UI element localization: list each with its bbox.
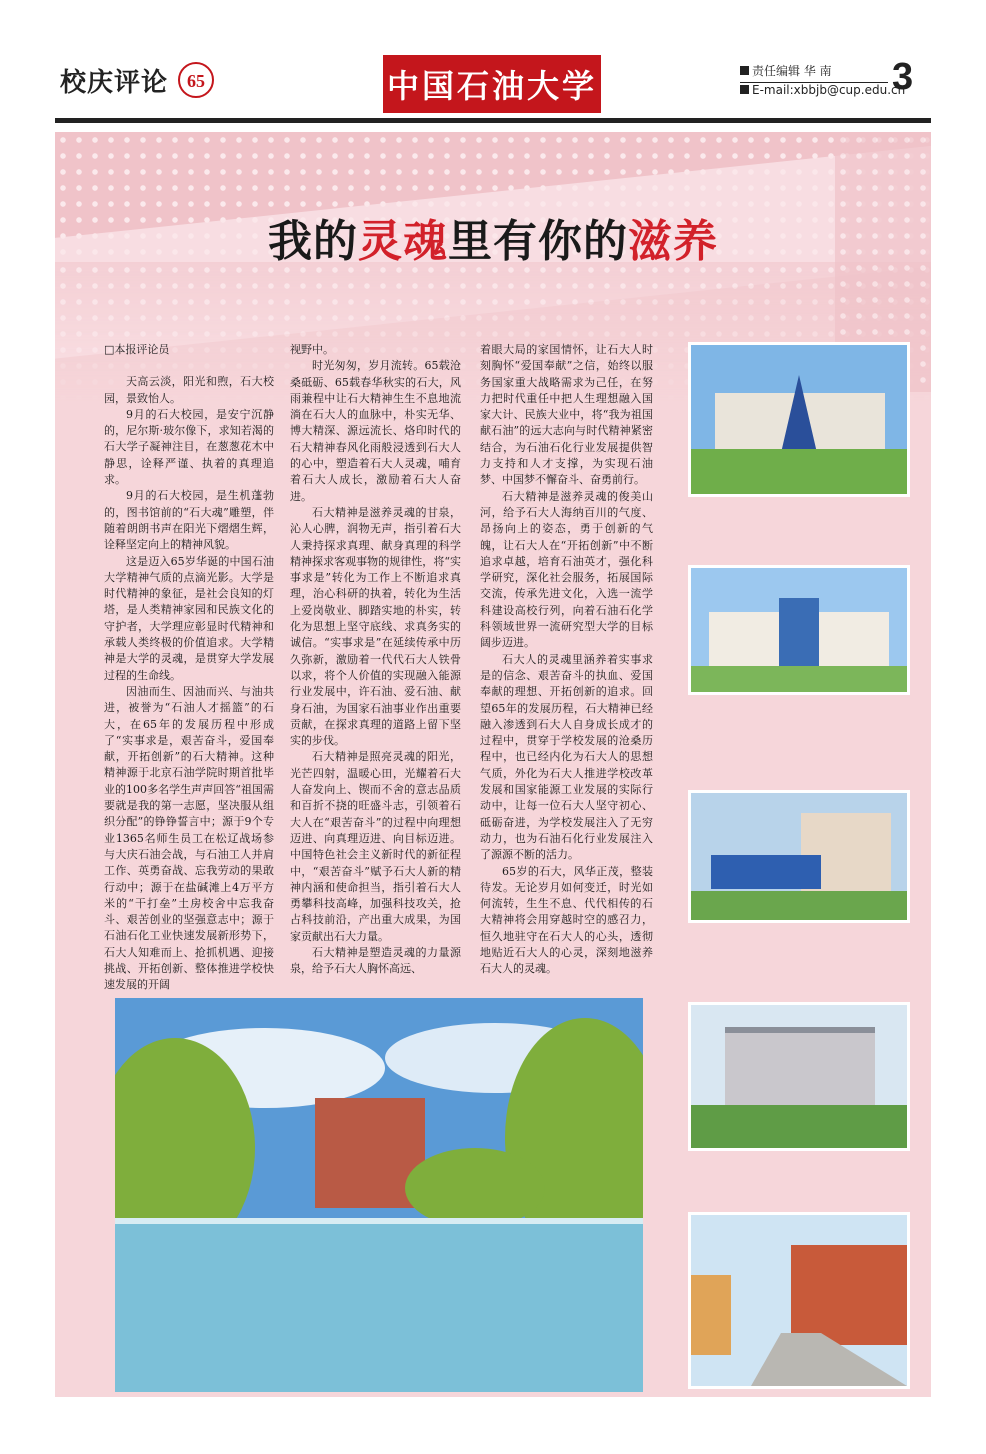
article-column-1 (104, 342, 274, 994)
section-name: 校庆评论 (60, 68, 169, 98)
paragraph: 65岁的石大，风华正茂，整装待发。无论岁月如何变迁，时光如何流转，生生不息、代代相传的石大精神将会用穿越时空的感召力，恒久地驻守在石大人的心头，透彻地贴近石大人的心灵，深刻地滋养石大人的灵魂。 (480, 864, 653, 976)
photo-campus-complex (688, 790, 910, 923)
photo-lawn (691, 891, 907, 920)
campus-library-illustration (691, 568, 907, 692)
editor-info (740, 62, 905, 100)
campus-main-building-illustration (691, 345, 907, 494)
lake-painting (115, 998, 643, 1392)
paragraph: 石大精神是照亮灵魂的阳光，光芒四射，温暖心田，光耀着石大人奋发向上、锲而不舍的意志品质和百折不挠的旺盛斗志，引领着石大人在“艰苦奋斗”的过程中向理想迈进、向真理迈进、向目标迈进。中国特色社会主义新时代的新征程中，“艰苦奋斗”赋予石大人新的精神内涵和使命担当，指引着石大人勇攀科技高峰，加强科技攻关，抢占科技前沿，产出重大成果，为国家贡献出石大力量。 (290, 750, 461, 943)
paragraph: 因油而生、因油而兴、与油共进，被誉为“石油人才摇篮”的石大，在65年的发展历程中形成了“实事求是，艰苦奋斗，爱国奉献，开拓创新”的石大精神。这种精神源于北京石油学院时期首批毕业的100多名学生声声回答“祖国需要就是我的第一志愿，坚决服从组织分配”的铮铮誓言中；源于9个专业1365名师生员工在松辽战场参与大庆石油会战，与石油工人并肩工作、英勇奋战、忘我劳动的果敢行动中；源于在盐碱滩上4万平方米的“干打垒”土房校舍中忘我奋斗、艰苦创业的坚强意志中；源于石油石化工业快速发展新形势下，石大人知难而上、抢抓机遇、迎接挑战、开拓创新、整体推进学校快速发展的开阔 (104, 684, 274, 992)
masthead-title: 中国石油大学 (383, 55, 601, 113)
paragraph: 9月的石大校园，是生机蓬勃的，图书馆前的“石大魂”雕塑，伴随着朗朗书声在阳光下熠熠生辉，诠释坚定向上的精神风貌。 (104, 489, 274, 552)
headline-part-4: 滋养 (628, 216, 718, 267)
square-bullet-icon (740, 85, 749, 94)
campus-complex-illustration (691, 793, 907, 920)
headline-part-2: 灵魂 (358, 216, 448, 267)
editor-divider (740, 82, 888, 83)
photo-building (791, 1245, 907, 1345)
article-headline (0, 205, 986, 269)
campus-dormitory-illustration (691, 1005, 907, 1148)
photo-shopfront (691, 1275, 731, 1355)
paragraph: 石大精神是塑造灵魂的力量源泉，给予石大人胸怀高远、 (290, 945, 461, 976)
campus-street-illustration (691, 1215, 907, 1386)
photo-lawn (691, 449, 907, 494)
editor-name: 责任编辑 华 南 (752, 64, 832, 78)
lake-shoreline (115, 1218, 643, 1224)
paragraph: 天高云淡，阳光和煦，石大校园，景致怡人。 (104, 375, 274, 405)
anniversary-logo (174, 60, 218, 100)
paragraph: 这是迈入65岁华诞的中国石油大学精神气质的点滴光影。大学是时代精神的象征，是社会良知的灯塔，是人类精神家园和民族文化的守护者，大学理应彰显时代精神和承载人类终极的价值追求。大学精神是大学的灵魂，是贯穿大学发展过程的生命线。 (104, 554, 274, 682)
photo-building (725, 1027, 875, 1107)
lake-painting-illustration (115, 998, 643, 1392)
lake-water (115, 1218, 643, 1392)
lake-shrubs (405, 1148, 545, 1228)
photo-garden (691, 1105, 907, 1148)
paragraph: 石大人的灵魂里涵养着实事求是的信念、艰苦奋斗的执血、爱国奉献的理想、开拓创新的追求。回望65年的发展历程，石大精神已经融入渗透到石大人自身成长成才的过程中，贯穿于学校发展的沧桑历程中，也已经内化为石大人的思想气质，外化为石大人推进学校改革发展和国家能源工业发展的实际行动中，让每一位石大人坚守初心、砥砺奋进，为学校发展注入了无穷动力，也为石油石化行业发展注入了源源不断的活力。 (480, 652, 653, 862)
paragraph: 9月的石大校园，是安宁沉静的，尼尔斯·玻尔像下，求知若渴的石大学子凝神注目，在葱葱花木中静思，诠释严谨、执着的真理追求。 (104, 407, 274, 487)
paragraph: 视野中。 (290, 343, 334, 356)
paragraph: 石大精神是滋养灵魂的俊美山河，给予石大人海纳百川的气度、昂扬向上的姿态，勇于创新的气魄，让石大人在“开拓创新”中不断追求卓越，培育石油英才，强化科学研究，深化社会服务，拓展国际交流，传承先进文化，入选一流学科建设高校行列，向着石油石化学科领域世界一流研究型大学的目标阔步迈进。 (480, 489, 653, 650)
page-header (0, 0, 986, 130)
photo-glass-hall (711, 855, 821, 889)
headline-part-3: 里有你的 (448, 216, 628, 267)
photo-roofline (725, 1027, 875, 1033)
paragraph: 时光匆匆，岁月流转。65载沧桑砥砺、65载春华秋实的石大，风雨兼程中让石大精神生生不息地流淌在石大人的血脉中，朴实无华、博大精深、源远流长、烙印时代的石大精神春风化雨般浸透到石大人的心中，塑造着石大人灵魂，哺育着石大人成长，激励着石大人奋进。 (290, 359, 461, 503)
article-column-2 (290, 342, 461, 978)
photo-campus-main-building (688, 342, 910, 497)
photo-campus-dormitory (688, 1002, 910, 1151)
article-column-3 (480, 342, 653, 978)
editor-email[interactable]: E-mail:xbbjb@cup.edu.cn (752, 83, 906, 97)
headline-part-1: 我的 (268, 216, 358, 267)
photo-campus-street (688, 1212, 910, 1389)
anniversary-number: 65 (187, 71, 205, 91)
photo-glass-atrium (779, 598, 819, 668)
square-bullet-icon (740, 66, 749, 75)
byline: □本报评论员 (104, 343, 170, 356)
paragraph: 石大精神是滋养灵魂的甘泉，沁人心脾，润物无声，指引着石大人秉持探求真理、献身真理的科学精神探求客观事物的规律性，将“实事求是”转化为工作上不断追求真理，治心科研的执着，转化为生活上爱岗敬业、脚踏实地的朴实，转化为思想上坚守底线、求真务实的诚信。“实事求是”在延续传承中历久弥新，激励着一代代石大人铁骨以求，将个人价值的实现融入能源行业发展中，许石油、爱石油、献身石油，为国家石油事业作出重要贡献，在探求真理的道路上留下坚实的步伐。 (290, 505, 461, 748)
header-rule (55, 118, 931, 123)
photo-lawn (691, 666, 907, 692)
paragraph: 着眼大局的家国情怀，让石大人时刻胸怀“爱国奉献”之信，始终以服务国家重大战略需求为己任，在努力把时代重任中把人生理想融入国家大计、民族大业中，将“我为祖国献石油”的远大志向与时代精神紧密结合，为石油石化行业发展提供智力支持和人才支撑，为实现石油梦、中国梦不懈奋斗、奋勇前行。 (480, 343, 653, 487)
page-number: 3 (892, 56, 914, 98)
photo-campus-library (688, 565, 910, 695)
